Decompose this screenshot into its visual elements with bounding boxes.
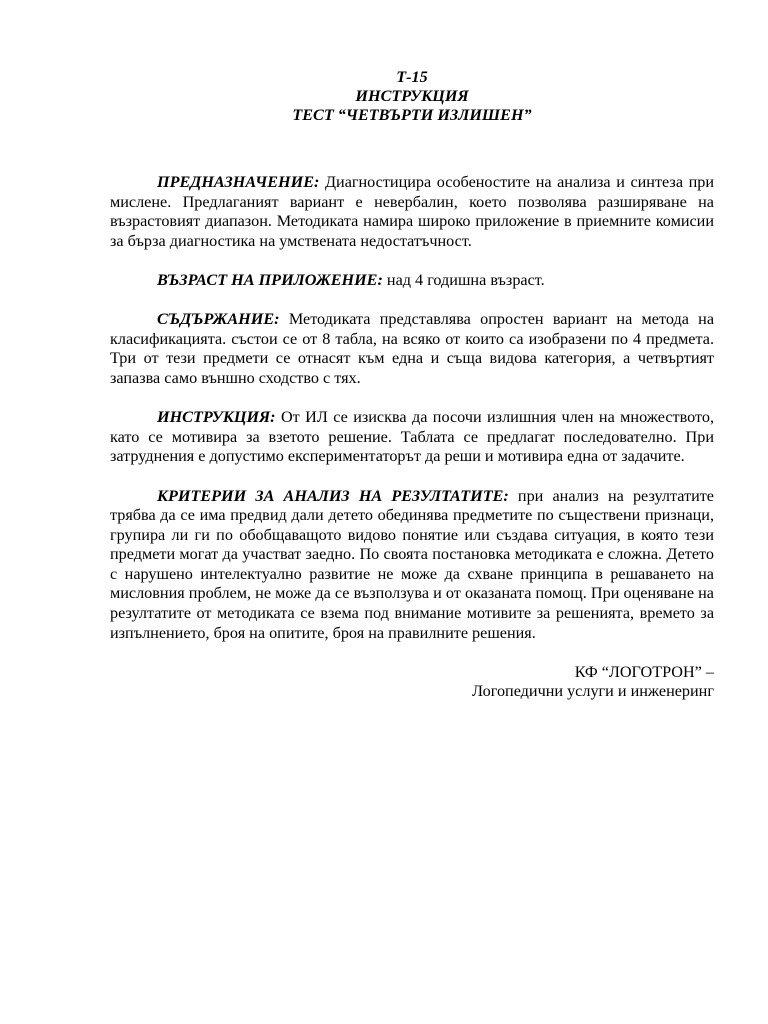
section-text: при анализ на резултатите трябва да се има предвид дали детето обединява предметите по съществени признаци, групира ли ги по обобщаващото видово понятие или създава ситуация, в която тези предмети могат да участват заедно. По своята постановка методиката е сложна. Детето с нарушено интелектуално развитие не може да схване принципа в решаването на мисловния проблем, не може да се възползува и от оказаната помощ. При оценяване на резултатите от методиката се взема под внимание мотивите за решенията, времето за изпълнението, броя на опитите, броя на правилните решения. <box>110 486 714 642</box>
section-text: От ИЛ се изисква да посочи излишния член на множеството, като се мотивира за взетото решение. Таблата се предлагат последователно. При затруднения е допустимо експериментаторът да реши и мотивира една от задачите. <box>110 408 715 466</box>
section-label: СЪДЪРЖАНИЕ: <box>157 310 280 329</box>
section-content <box>110 310 714 388</box>
section-text: над 4 годишна възраст. <box>386 270 545 289</box>
section-criteria <box>110 487 714 644</box>
section-label: ВЪЗРАСТ НА ПРИЛОЖЕНИЕ: <box>157 270 383 289</box>
signature-block <box>110 663 714 702</box>
section-purpose <box>110 173 714 251</box>
document-header <box>110 68 714 125</box>
signature-services: Логопедични услуги и инженеринг <box>472 682 714 701</box>
header-instruction: ИНСТРУКЦИЯ <box>355 87 469 105</box>
section-label: ИНСТРУКЦИЯ: <box>157 408 276 427</box>
document-page <box>110 68 714 702</box>
test-title: ТЕСТ “ЧЕТВЪРТИ ИЗЛИШЕН” <box>292 106 532 124</box>
section-instruction <box>110 408 714 467</box>
section-label: ПРЕДНАЗНАЧЕНИЕ: <box>157 173 320 191</box>
section-text: Методиката представлява опростен вариант на метода на класификацията. състои се от 8 табла, на всяко от които са изобразени по 4 предмета. Три от тези предмети се отнасят към една и съща видова категория, а четвъртият запазва само външно сходство с тях. <box>110 310 715 387</box>
test-code: Т-15 <box>396 68 428 86</box>
section-label: КРИТЕРИИ ЗА АНАЛИЗ НА РЕЗУЛТАТИТЕ: <box>157 486 509 505</box>
section-text: Диагностицира особеностите на анализа и синтеза при мислене. Предлаганият вариант е невербалин, което позволява разширяване на възрастовият диапазон. Методиката намира широко приложение в приемните комисии за бърза диагностика на умствената недостатъчност. <box>110 173 715 250</box>
header-spacer <box>110 125 714 173</box>
section-age <box>110 271 714 291</box>
signature-company: КФ “ЛОГОТРОН” – <box>574 662 714 681</box>
